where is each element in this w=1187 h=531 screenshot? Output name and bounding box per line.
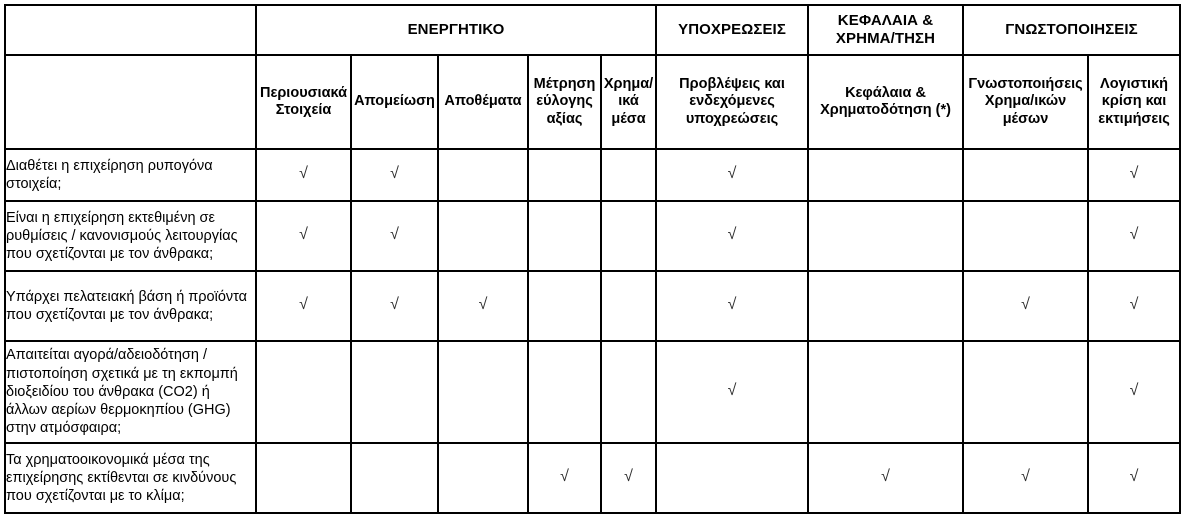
row-label: Τα χρηματοοικονομικά μέσα της επιχείρησης εκτίθενται σε κινδύνους που σχετίζονται με το κλίμα; <box>5 443 256 513</box>
cell-mark <box>963 271 1088 341</box>
cell-mark <box>601 341 656 443</box>
check-icon: √ <box>1129 468 1139 485</box>
cell-mark <box>438 149 528 201</box>
cell-mark <box>351 443 438 513</box>
column-header-inventory: Αποθέματα <box>438 55 528 149</box>
check-icon: √ <box>1021 296 1030 313</box>
column-header-capital-funding: Κεφάλαια & Χρηματοδότηση (*) <box>808 55 963 149</box>
cell-mark <box>351 341 438 443</box>
cell-mark <box>528 341 601 443</box>
column-header-assets-items: Περιουσιακά Στοιχεία <box>256 55 351 149</box>
cell-mark <box>601 271 656 341</box>
spreadsheet-canvas <box>0 4 1187 531</box>
column-header-fair-value: Μέτρηση εύλογης αξίας <box>528 55 601 149</box>
check-icon: √ <box>624 468 633 485</box>
cell-mark <box>656 201 808 271</box>
check-icon: √ <box>299 165 308 182</box>
table-row <box>5 271 1180 341</box>
check-icon: √ <box>727 165 737 182</box>
group-header-disclosures: ΓΝΩΣΤΟΠΟΙΗΣΕΙΣ <box>963 5 1180 55</box>
table-row <box>5 201 1180 271</box>
check-icon: √ <box>478 296 488 313</box>
column-header-judgement: Λογιστική κρίση και εκτιμήσεις <box>1088 55 1180 149</box>
cell-mark <box>351 201 438 271</box>
row-label: Είναι η επιχείρηση εκτεθιμένη σε ρυθμίσεις / κανονισμούς λειτουργίας που σχετίζονται με τον άνθρακα; <box>5 201 256 271</box>
check-icon: √ <box>727 226 737 243</box>
cell-mark <box>438 271 528 341</box>
group-header-assets: ΕΝΕΡΓΗΤΙΚΟ <box>256 5 656 55</box>
cell-mark <box>1088 149 1180 201</box>
table-row <box>5 149 1180 201</box>
cell-mark <box>438 443 528 513</box>
cell-mark <box>438 341 528 443</box>
check-icon: √ <box>390 165 399 182</box>
group-header-blank <box>5 5 256 55</box>
cell-mark <box>963 149 1088 201</box>
cell-mark <box>438 201 528 271</box>
table-row <box>5 341 1180 443</box>
check-icon: √ <box>560 468 569 485</box>
table-body <box>5 149 1180 513</box>
table-header <box>5 5 1180 149</box>
column-header-financial-instruments: Χρημα/ικά μέσα <box>601 55 656 149</box>
cell-mark <box>808 443 963 513</box>
check-icon: √ <box>1129 226 1139 243</box>
cell-mark <box>528 443 601 513</box>
column-header-fi-disclosures: Γνωστοποιήσεις Χρημα/ικών μέσων <box>963 55 1088 149</box>
cell-mark <box>963 341 1088 443</box>
check-icon: √ <box>1129 382 1139 399</box>
cell-mark <box>256 443 351 513</box>
cell-mark <box>528 149 601 201</box>
cell-mark <box>601 201 656 271</box>
cell-mark <box>808 271 963 341</box>
cell-mark <box>656 341 808 443</box>
cell-mark <box>963 201 1088 271</box>
cell-mark <box>1088 271 1180 341</box>
cell-mark <box>808 201 963 271</box>
check-icon: √ <box>390 226 399 243</box>
check-icon: √ <box>881 468 890 485</box>
cell-mark <box>656 149 808 201</box>
cell-mark <box>256 201 351 271</box>
group-header-liabilities: ΥΠΟΧΡΕΩΣΕΙΣ <box>656 5 808 55</box>
column-header-row <box>5 55 1180 149</box>
group-header-row <box>5 5 1180 55</box>
cell-mark <box>656 443 808 513</box>
cell-mark <box>656 271 808 341</box>
climate-risk-matrix-table <box>4 4 1181 514</box>
check-icon: √ <box>727 382 737 399</box>
cell-mark <box>351 149 438 201</box>
cell-mark <box>1088 341 1180 443</box>
cell-mark <box>256 149 351 201</box>
cell-mark <box>808 149 963 201</box>
row-label: Διαθέτει η επιχείρηση ρυπογόνα στοιχεία; <box>5 149 256 201</box>
row-label: Απαιτείται αγορά/αδειοδότηση / πιστοποίηση σχετικά με τη εκπομπή διοξειδίου του άνθρακα (CO2) ή άλλων αερίων θερμοκηπίου (GHG) στην ατμόσφαιρα; <box>5 341 256 443</box>
check-icon: √ <box>1129 165 1139 182</box>
row-label: Υπάρχει πελατειακή βάση ή προϊόντα που σχετίζονται με τον άνθρακα; <box>5 271 256 341</box>
cell-mark <box>256 271 351 341</box>
check-icon: √ <box>727 296 737 313</box>
cell-mark <box>963 443 1088 513</box>
cell-mark <box>528 271 601 341</box>
cell-mark <box>1088 201 1180 271</box>
group-header-capital: ΚΕΦΑΛΑΙΑ & ΧΡΗΜΑ/ΤΗΣΗ <box>808 5 963 55</box>
cell-mark <box>1088 443 1180 513</box>
check-icon: √ <box>1129 296 1139 313</box>
check-icon: √ <box>390 296 399 313</box>
column-header-impairment: Απομείωση <box>351 55 438 149</box>
check-icon: √ <box>299 226 308 243</box>
cell-mark <box>601 443 656 513</box>
cell-mark <box>601 149 656 201</box>
cell-mark <box>351 271 438 341</box>
column-header-provisions: Προβλέψεις και ενδεχόμενες υποχρεώσεις <box>656 55 808 149</box>
cell-mark <box>528 201 601 271</box>
check-icon: √ <box>299 296 308 313</box>
check-icon: √ <box>1021 468 1030 485</box>
table-row <box>5 443 1180 513</box>
column-header-blank <box>5 55 256 149</box>
cell-mark <box>808 341 963 443</box>
cell-mark <box>256 341 351 443</box>
